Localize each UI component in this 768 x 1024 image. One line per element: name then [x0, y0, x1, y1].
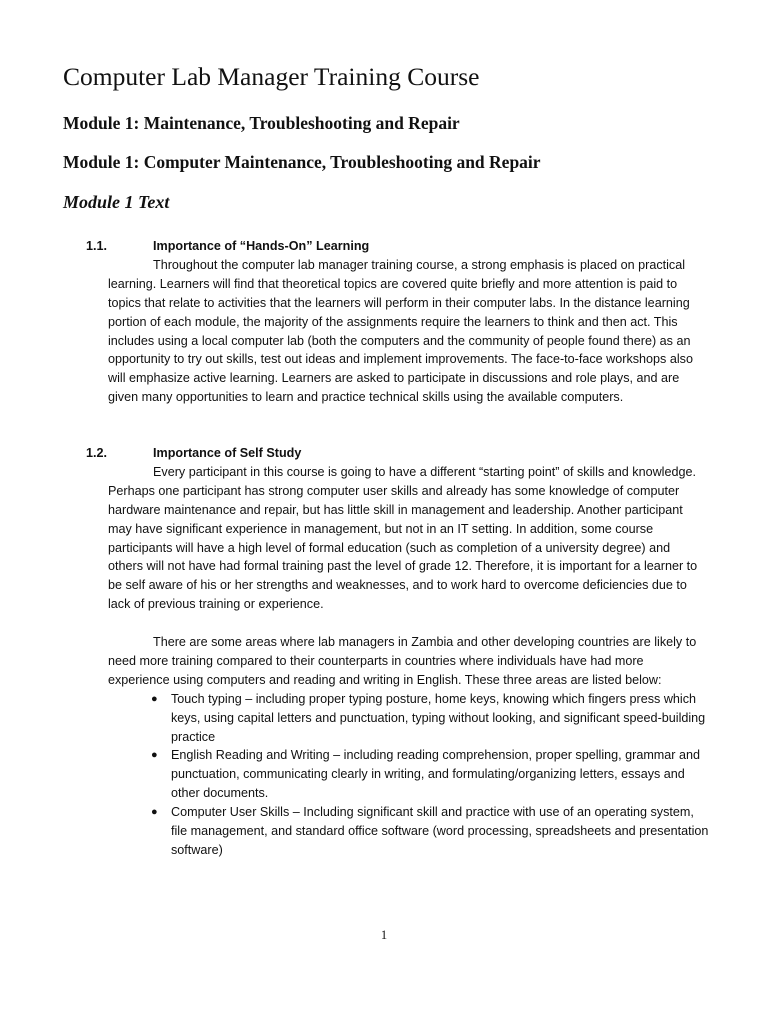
list-item	[151, 746, 711, 803]
module-text-heading: Module 1 Text	[63, 192, 170, 212]
module-heading-short: Module 1: Maintenance, Troubleshooting and Repair	[63, 113, 460, 133]
list-item-text: Computer User Skills – Including significant skill and practice with use of an operating system, file management, and standard office software (word processing, spreadsheets and presentation software)	[171, 805, 709, 857]
section-number: 1.1.	[86, 239, 108, 253]
module-heading-full: Module 1: Computer Maintenance, Troubleshooting and Repair	[63, 152, 541, 172]
body-paragraph: Every participant in this course is going to have a different “starting point” of skills and knowledge. Perhaps one participant has strong computer user skills and already has some knowledge of computer hardware maintenance and repair, but has little skill in management and leadership. Another participant may have significant experience in management, but not in an IT setting. In addition, some course participants will have a high level of formal education (such as completion of a university degree) and others will not have had formal training past the level of grade 12. Therefore, it is important for a learner to be self aware of his or her strengths and weaknesses, and to work hard to overcome deficiencies due to lack of previous training or experience.	[108, 464, 698, 612]
bullet-icon: ●	[151, 806, 158, 819]
body-paragraph: Throughout the computer lab manager training course, a strong emphasis is placed on practical learning. Learners will find that theoretical topics are covered quite briefly and more attention is paid to topics that relate to activities that the learners will perform in their computer labs. In the distance learning portion of each module, the majority of the assignments require the learners to think and then act. This includes using a local computer lab (both the computers and the community of people found there) as an opportunity to try out skills, test out ideas and implement improvements. The face-to-face workshops also will emphasize active learning. Learners are asked to participate in discussions and role plays, and are given many opportunities to learn and practice technical skills using the available computers.	[108, 257, 693, 405]
list-item	[151, 803, 711, 860]
section-title: Importance of “Hands-On” Learning	[153, 239, 370, 253]
document-title: Computer Lab Manager Training Course	[63, 62, 480, 91]
section-heading	[86, 237, 706, 256]
section-title: Importance of Self Study	[153, 446, 302, 460]
page-number: 1	[380, 928, 388, 942]
bullet-icon: ●	[151, 749, 158, 762]
list-item	[151, 690, 711, 747]
body-paragraph: There are some areas where lab managers in Zambia and other developing countries are likely to need more training compared to their counterparts in countries where individuals have had more experience using computers and reading and writing in English. These three areas are listed below:	[108, 635, 697, 687]
section-number: 1.2.	[86, 446, 108, 460]
bullet-icon: ●	[151, 692, 158, 705]
list-item-text: English Reading and Writing – including reading comprehension, proper spelling, grammar and punctuation, communicating clearly in writing, and formulating/organizing letters, essays and other documents.	[171, 748, 701, 801]
section-hands-on-learning	[86, 237, 706, 407]
list-item-text: Touch typing – including proper typing posture, home keys, knowing which fingers press which keys, using capital letters and punctuation, typing without looking, and significant speed-building practice	[171, 691, 706, 744]
section-self-study	[86, 444, 709, 860]
training-areas-list	[86, 690, 711, 860]
section-heading	[86, 444, 706, 463]
